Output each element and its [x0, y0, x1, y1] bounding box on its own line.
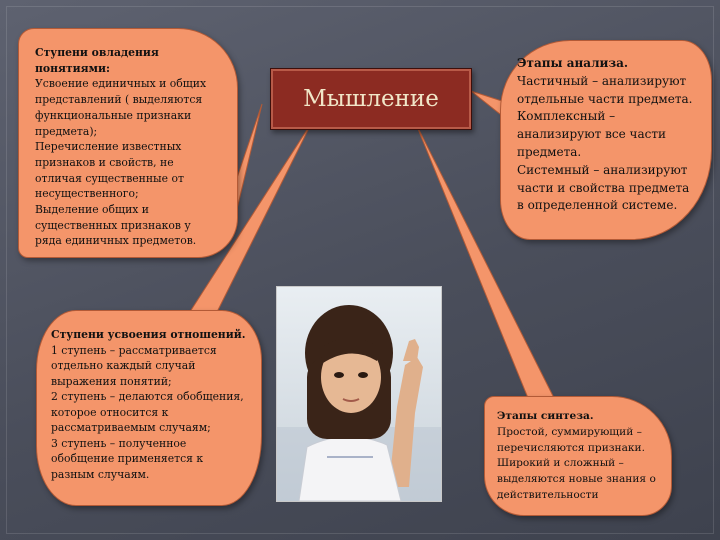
- relations-line: 2 ступень – делаются обобщения,: [51, 390, 244, 403]
- synthesis-bubble: [484, 396, 672, 516]
- synthesis-line: перечисляются признаки.: [497, 441, 645, 454]
- relations-line: 3 ступень – полученное: [51, 436, 187, 450]
- relations-line: разным случаям.: [51, 467, 150, 481]
- relations-line: рассматриваемым случаям;: [51, 421, 211, 434]
- concepts-line: предмета);: [35, 124, 98, 138]
- synthesis-title: Этапы синтеза.: [497, 410, 594, 422]
- relations-line: обобщение применяется к: [51, 452, 204, 465]
- analysis-line: отдельные части предмета.: [517, 91, 693, 106]
- analysis-title: Этапы анализа.: [517, 56, 629, 70]
- relations-line: 1 ступень – рассматривается: [51, 343, 217, 357]
- relations-line: выражения понятий;: [51, 374, 172, 388]
- relations-bubble: [36, 310, 262, 506]
- analysis-line: Частичный – анализируют: [517, 73, 687, 88]
- concepts-line: признаков и свойств, не: [35, 155, 174, 169]
- concepts-line: представлений ( выделяются: [35, 93, 203, 107]
- concepts-line: отличая существенные от: [35, 171, 184, 185]
- concepts-line: ряда единичных предметов.: [35, 234, 197, 248]
- concepts-line: Выделение общих и: [35, 203, 149, 217]
- analysis-line: Комплексный –: [517, 109, 616, 124]
- analysis-line: части и свойства предмета: [517, 180, 690, 195]
- synthesis-line: выделяются новые знания о: [497, 473, 656, 486]
- concepts-line: несущественного;: [35, 187, 139, 201]
- relations-line: которое относится к: [51, 405, 169, 419]
- analysis-line: Системный – анализируют: [517, 162, 688, 177]
- concepts-title-line-1: Ступени овладения: [35, 46, 159, 59]
- analysis-bubble: [500, 40, 712, 240]
- analysis-line: предмета.: [517, 144, 582, 159]
- synthesis-line: Широкий и сложный –: [497, 457, 624, 470]
- concepts-bubble: [18, 28, 238, 258]
- analysis-line: анализируют все части: [517, 127, 666, 142]
- child-photo-illustration: [277, 287, 441, 501]
- relations-line: отдельно каждый случай: [51, 359, 196, 372]
- analysis-line: в определенной системе.: [517, 198, 678, 213]
- synthesis-line: Простой, суммирующий –: [497, 425, 642, 438]
- synthesis-line: действительности: [497, 488, 599, 501]
- central-topic-title: Мышление: [303, 86, 439, 112]
- concepts-line: Усвоение единичных и общих: [35, 77, 207, 91]
- child-raising-hand-photo: [276, 286, 442, 502]
- central-topic-box: [270, 68, 472, 130]
- relations-title: Ступени усвоения отношений.: [51, 328, 246, 341]
- concepts-line: существенных признаков у: [35, 218, 191, 232]
- concepts-line: Перечисление известных: [35, 140, 182, 154]
- concepts-title-line-2: понятиями:: [35, 61, 111, 75]
- concepts-line: функциональные признаки: [35, 108, 192, 122]
